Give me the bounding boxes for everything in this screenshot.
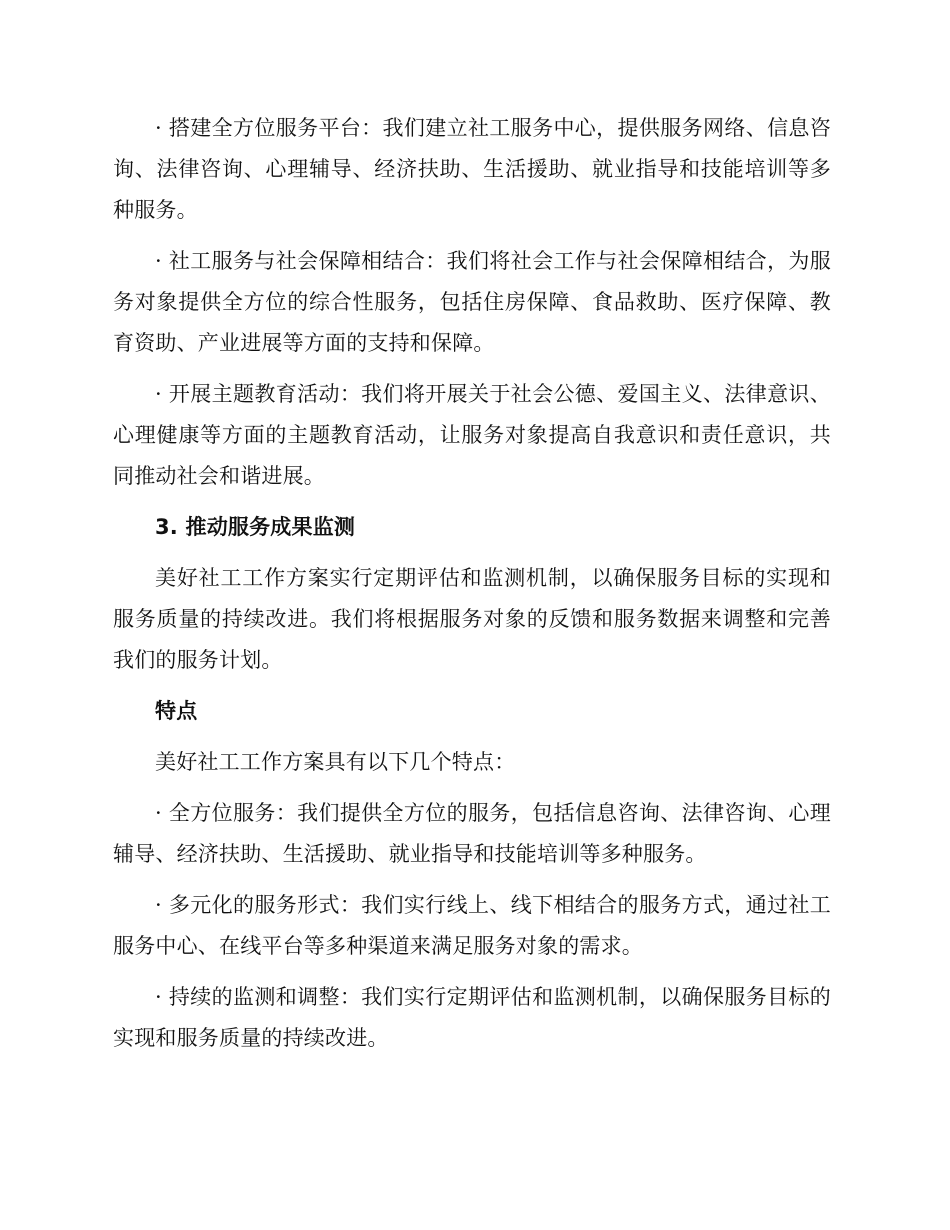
paragraph-features-intro: 美好社工工作方案具有以下几个特点： [155,750,516,774]
bullet-paragraph-social-security: · 社工服务与社会保障相结合：我们将社会工作与社会保障相结合，为服务对象提供全方位的综合性服务，包括住房保障、食品救助、医疗保障、教育资助、产业进展等方面的支持和保障。 [113,249,831,355]
paragraph-monitoring: 美好社工工作方案实行定期评估和监测机制，以确保服务目标的实现和服务质量的持续改进。我们将根据服务对象的反馈和服务数据来调整和完善我们的服务计划。 [113,566,831,672]
bullet-paragraph-full-service: · 全方位服务：我们提供全方位的服务，包括信息咨询、法律咨询、心理辅导、经济扶助、生活援助、就业指导和技能培训等多种服务。 [113,801,831,866]
bullet-paragraph-continuous-monitoring: · 持续的监测和调整：我们实行定期评估和监测机制，以确保服务目标的实现和服务质量的持续改进。 [113,985,831,1050]
bullet-paragraph-education: · 开展主题教育活动：我们将开展关于社会公德、爱国主义、法律意识、心理健康等方面的主题教育活动，让服务对象提高自我意识和责任意识，共同推动社会和谐进展。 [113,382,831,488]
section-heading-monitoring: 3. 推动服务成果监测 [155,515,356,539]
document-page [113,108,831,1069]
bullet-paragraph-platform: · 搭建全方位服务平台：我们建立社工服务中心，提供服务网络、信息咨询、法律咨询、心理辅导、经济扶助、生活援助、就业指导和技能培训等多种服务。 [113,116,831,222]
bullet-paragraph-diverse-forms: · 多元化的服务形式：我们实行线上、线下相结合的服务方式，通过社工服务中心、在线平台等多种渠道来满足服务对象的需求。 [113,893,831,958]
section-heading-features: 特点 [155,699,198,723]
